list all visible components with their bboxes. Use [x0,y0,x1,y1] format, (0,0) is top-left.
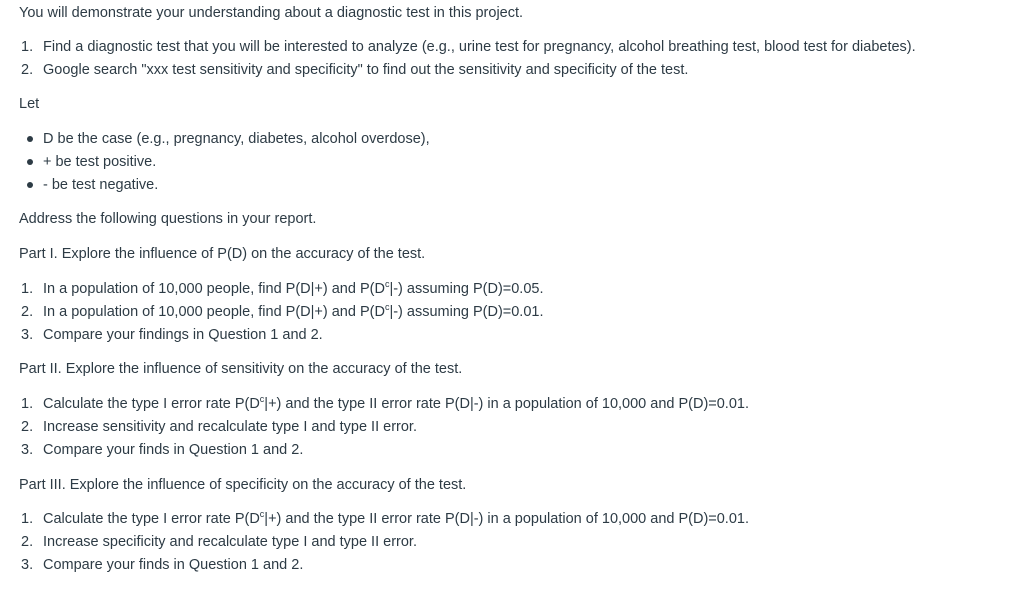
list-number: 2. [21,62,34,78]
list-number: 1. [21,511,34,527]
bullet-icon [27,136,33,142]
part3-question: 3. Compare your finds in Question 1 and 2. [21,557,304,573]
part2-question: 3. Compare your finds in Question 1 and 2. [21,442,304,458]
part3-question: 2. Increase specificity and recalculate type I and type II error. [21,534,417,550]
part3-heading: Part III. Explore the influence of specificity on the accuracy of the test. [19,477,467,493]
list-number: 3. [21,557,34,573]
part3-question: 1. Calculate the type I error rate $P(D^c|+)$ and the type II error rate P(D|-) in a population of 10,000 and P(D)=0.01. [21,509,749,527]
part1-question: 2. In a population of 10,000 people, find P(D|+) and $P(D^c|-)$ assuming P(D)=0.01. [21,302,544,320]
list-number: 3. [21,327,34,343]
step-item [21,61,688,79]
bullet-icon [27,159,33,165]
definition-item [27,176,158,194]
definition-text: + be test positive. [43,154,157,170]
list-number: 1. [21,396,34,412]
step-text: Google search "xxx test sensitivity and specificity" to find out the sensitivity and specificity of the test. [43,62,689,78]
definition-text: D be the case (e.g., pregnancy, diabetes, alcohol overdose), [43,131,430,147]
list-number: 2. [21,419,34,435]
step-text: Find a diagnostic test that you will be interested to analyze (e.g., urine test for pregnancy, alcohol breathing test, blood test for diabetes). [43,39,916,55]
bullet-icon [27,182,33,188]
step-item [21,38,916,56]
address-text: Address the following questions in your report. [19,211,317,227]
part1-question: 3. Compare your findings in Question 1 and 2. [21,327,323,343]
part2-heading: Part II. Explore the influence of sensitivity on the accuracy of the test. [19,361,463,377]
let-label: Let [19,96,40,112]
definition-item [27,153,156,171]
part1-heading: Part I. Explore the influence of P(D) on the accuracy of the test. [19,246,426,262]
part1-question: 1. In a population of 10,000 people, find P(D|+) and $P(D^c|-)$ assuming P(D)=0.05. [21,279,544,297]
definition-item [27,130,430,148]
part2-question: 1. Calculate the type I error rate $P(D^c|+)$ and the type II error rate P(D|-) in a population of 10,000 and P(D)=0.01. [21,394,749,412]
intro-text: You will demonstrate your understanding about a diagnostic test in this project. [19,5,524,21]
part2-question: 2. Increase sensitivity and recalculate type I and type II error. [21,419,417,435]
list-number: 1. [21,39,34,55]
list-number: 2. [21,304,34,320]
definition-text: - be test negative. [43,177,159,193]
list-number: 1. [21,281,34,297]
list-number: 2. [21,534,34,550]
list-number: 3. [21,442,34,458]
